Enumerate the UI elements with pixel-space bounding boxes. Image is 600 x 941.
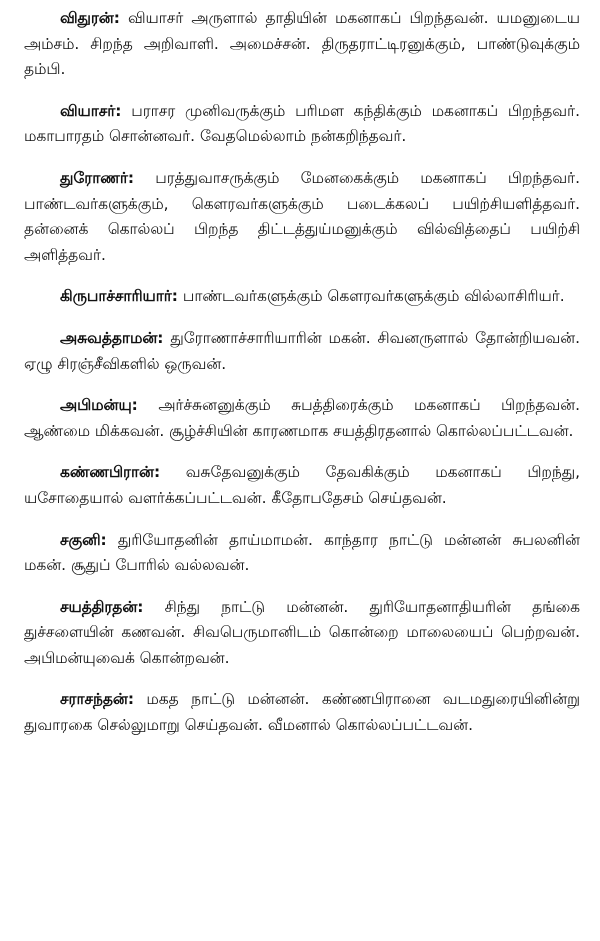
entry-description: துரியோதனின் தாய்மாமன். காந்தார நாட்டு மன்னன் சுபலனின் மகன். சூதுப் போரில் வல்லவன். [24, 530, 580, 575]
entry-name: சராசந்தன்: [60, 690, 135, 709]
entry-description: பாண்டவர்களுக்கும் கௌரவர்களுக்கும் வில்லாசிரியர். [182, 287, 565, 306]
entry-name: கண்ணபிரான்: [60, 463, 161, 482]
entry-name: அபிமன்யு: [60, 396, 138, 415]
entry-name: சகுனி: [60, 530, 107, 549]
entry-name: அசுவத்தாமன்: [60, 328, 164, 347]
glossary-entry [24, 687, 580, 738]
glossary-entry [24, 326, 580, 377]
glossary-entry [24, 528, 580, 579]
entry-name: சயத்திரதன்: [60, 597, 144, 616]
entry-description: வசுதேவனுக்கும் தேவகிக்கும் மகனாகப் பிறந்து, யசோதையால் வளர்க்கப்பட்டவன். கீதோபதேசம் செய்தவன். [24, 463, 580, 507]
entry-name: விதுரன்: [60, 9, 120, 27]
entry-description: துரோணாச்சாரியாரின் மகன். சிவனருளால் தோன்றியவன். ஏழு சிரஞ்சீவிகளில் ஒருவன். [24, 328, 580, 373]
entry-description: மகத நாட்டு மன்னன். கண்ணபிரானை வடமதுரையினின்று துவாரகை செல்லுமாறு செய்தவன். வீமனால் கொல்லப்பட்டவன். [24, 690, 580, 735]
entry-description: சிந்து நாட்டு மன்னன். துரியோதனாதியரின் தங்கை துச்சளையின் கணவன். சிவபெருமானிடம் கொன்றை மாலையைப் பெற்றவன். அபிமன்யுவைக் கொன்றவன். [24, 597, 580, 667]
entry-description: வியாசர் அருளால் தாதியின் மகனாகப் பிறந்தவன். யமனுடைய அம்சம். சிறந்த அறிவாளி. அமைச்சன். திருதராட்டிரனுக்கும், பாண்டுவுக்கும் தம்பி. [24, 9, 580, 79]
entry-description: அர்ச்சுனனுக்கும் சுபத்திரைக்கும் மகனாகப் பிறந்தவன். ஆண்மை மிக்கவன். சூழ்ச்சியின் காரணமாக சயத்திரதனால் கொல்லப்பட்டவன். [24, 396, 580, 440]
glossary-entry [24, 393, 580, 444]
glossary-entry [24, 460, 580, 511]
entry-name: வியாசர்: [60, 101, 122, 120]
glossary-entry [24, 284, 580, 310]
entry-description: பரத்துவாசருக்கும் மேனகைக்கும் மகனாகப் பிறந்தவர். பாண்டவர்களுக்கும், கௌரவர்களுக்கும் படைக்கலப் பயிற்சியளித்தவர். தன்னைக் கொல்லப் பிறந்த திட்டத்துய்மனுக்கும் வில்வித்தைப் பயிற்சி அளித்தவர். [24, 168, 580, 264]
glossary-entry [24, 595, 580, 672]
entry-description: பராசர முனிவருக்கும் பரிமள கந்திக்கும் மகனாகப் பிறந்தவர். மகாபாரதம் சொன்னவர். வேதமெல்லாம் நன்கறிந்தவர். [24, 101, 580, 146]
entry-name: கிருபாச்சாரியார்: [60, 287, 178, 306]
glossary-entry [24, 99, 580, 150]
entry-name: துரோணர்: [60, 168, 135, 187]
glossary-entry [24, 166, 580, 268]
glossary-entry [24, 6, 580, 83]
